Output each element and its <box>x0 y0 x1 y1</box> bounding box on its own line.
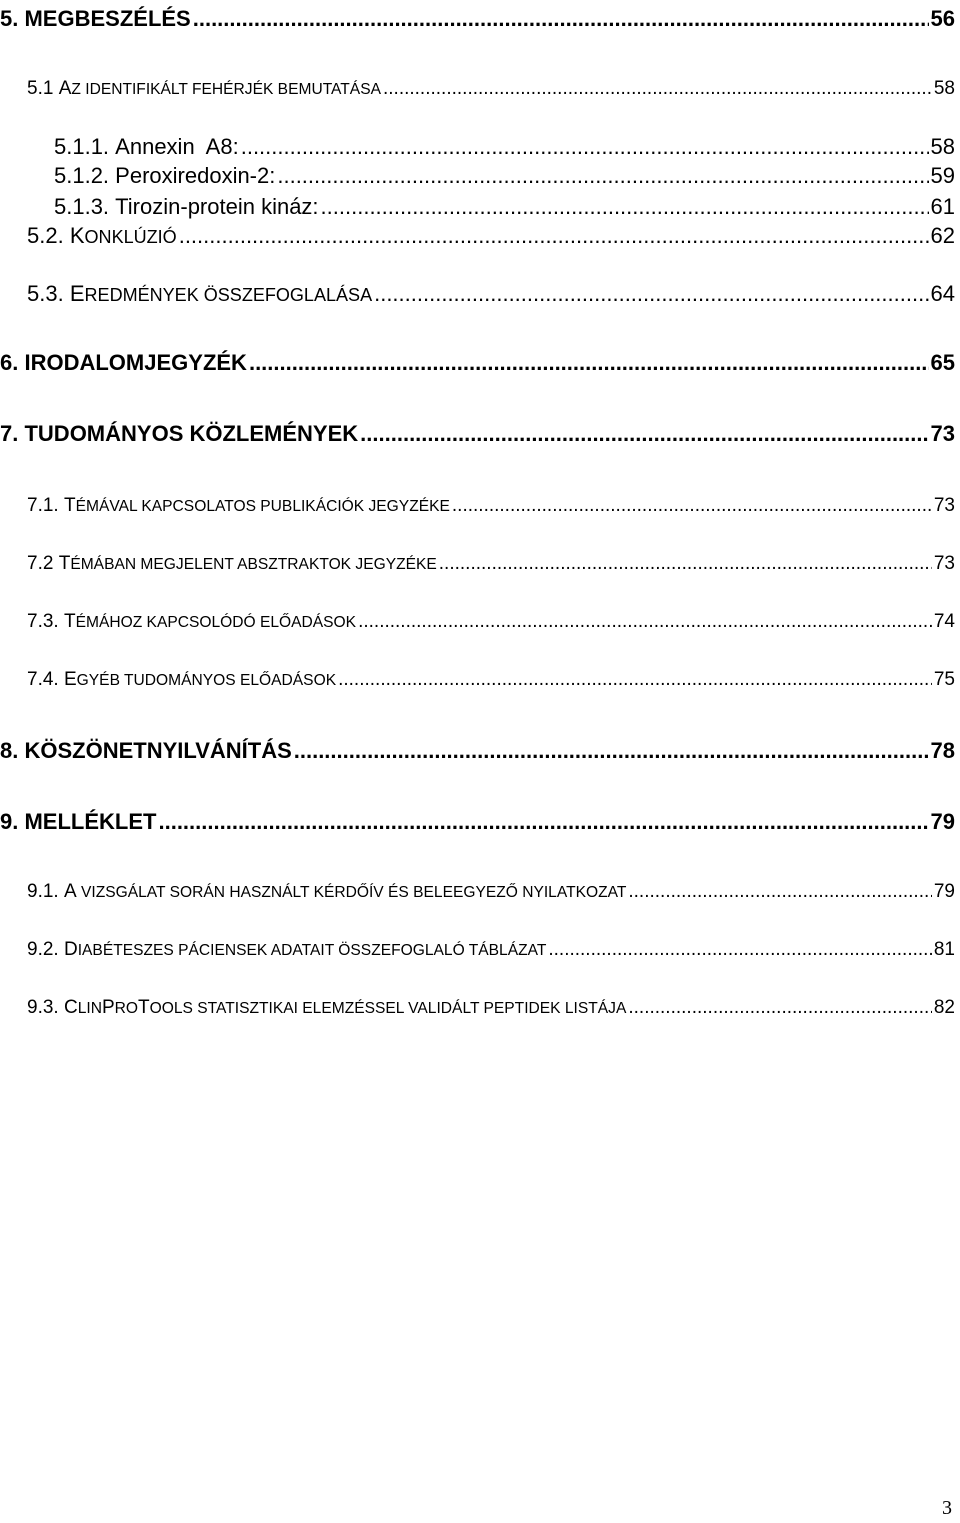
toc-entry-title: Tirozin-protein kináz: <box>115 194 319 219</box>
dot-leader <box>383 79 932 98</box>
toc-entry-number: 7. <box>0 421 19 446</box>
toc-entry-number: 7.1. <box>27 495 59 516</box>
dot-leader <box>360 423 928 445</box>
dot-leader <box>277 165 928 187</box>
toc-entry[interactable] <box>0 8 955 30</box>
dot-leader <box>193 8 929 30</box>
toc-entry[interactable] <box>27 998 955 1017</box>
toc-entry-page: 62 <box>930 223 955 248</box>
toc-entry-number: 7.3. <box>27 611 59 632</box>
toc-entry[interactable] <box>0 811 955 833</box>
toc-entry-page: 73 <box>933 495 955 516</box>
dot-leader <box>158 811 928 833</box>
toc-entry-page: 82 <box>933 997 955 1018</box>
toc-entry-page: 75 <box>933 669 955 690</box>
toc-entry-page: 74 <box>933 611 955 632</box>
toc-entry-page: 64 <box>930 281 955 306</box>
dot-leader <box>321 196 929 218</box>
toc-entry[interactable] <box>27 612 955 631</box>
toc-entry-page: 73 <box>930 421 955 446</box>
toc-entry-title: AZ IDENTIFIKÁLT FEHÉRJÉK BEMUTATÁSA <box>58 78 381 99</box>
toc-entry-title: DIABÉTESZES PÁCIENSEK ADATAIT ÖSSZEFOGLALÓ TÁBLÁZAT <box>63 939 547 960</box>
toc-entry-title: EREDMÉNYEK ÖSSZEFOGLALÁSA <box>69 281 373 306</box>
toc-entry[interactable] <box>0 423 955 445</box>
toc-entry-title: Peroxiredoxin-2: <box>115 163 276 188</box>
toc-entry[interactable] <box>27 496 955 515</box>
dot-leader <box>548 940 932 959</box>
toc-entry-page: 79 <box>930 809 955 834</box>
toc-entry-number: 5.1.1. <box>54 134 110 159</box>
dot-leader <box>452 496 932 515</box>
toc-entry-title: KONKLÚZIÓ <box>69 223 177 248</box>
toc-entry-title: TÉMÁHOZ KAPCSOLÓDÓ ELŐADÁSOK <box>63 611 357 632</box>
toc-entry-page: 79 <box>933 881 955 902</box>
toc-entry-number: 5.2. <box>27 223 64 248</box>
toc-entry[interactable] <box>54 196 955 218</box>
toc-entry-title: TUDOMÁNYOS KÖZLEMÉNYEK <box>24 421 359 446</box>
toc-entry-title: MELLÉKLET <box>24 809 157 834</box>
toc-entry-title: IRODALOMJEGYZÉK <box>24 350 247 375</box>
toc-entry[interactable] <box>27 554 955 573</box>
toc-entry-number: 9.3. <box>27 997 59 1018</box>
toc-entry-page: 56 <box>930 6 955 31</box>
toc-entry-number: 5.1.3. <box>54 194 110 219</box>
toc-entry-title: Annexin A8: <box>115 134 239 159</box>
toc-entry-page: 65 <box>930 350 955 375</box>
toc-entry-number: 6. <box>0 350 19 375</box>
toc-entry[interactable] <box>27 225 955 247</box>
toc-entry-page: 59 <box>930 163 955 188</box>
toc-entry-title: TÉMÁVAL KAPCSOLATOS PUBLIKÁCIÓK JEGYZÉKE <box>63 495 450 516</box>
toc-entry-number: 5. <box>0 6 19 31</box>
toc-entry-title: CLINPROTOOLS STATISZTIKAI ELEMZÉSSEL VALIDÁLT PEPTIDEK LISTÁJA <box>63 997 627 1018</box>
dot-leader <box>358 612 932 631</box>
toc-entry[interactable] <box>0 740 955 762</box>
toc-entry-number: 7.4. <box>27 669 59 690</box>
toc-entry[interactable] <box>54 136 955 158</box>
dot-leader <box>338 670 932 689</box>
dot-leader <box>249 352 929 374</box>
toc-entry-title: A VIZSGÁLAT SORÁN HASZNÁLT KÉRDŐÍV ÉS BELEEGYEZŐ NYILATKOZAT <box>63 881 627 902</box>
dot-leader <box>374 283 928 305</box>
toc-entry-number: 9.2. <box>27 939 59 960</box>
dot-leader <box>628 998 932 1017</box>
toc-entry-number: 9.1. <box>27 881 59 902</box>
toc-entry-page: 73 <box>933 553 955 574</box>
toc-entry-title: EGYÉB TUDOMÁNYOS ELŐADÁSOK <box>63 669 337 690</box>
toc-entry[interactable] <box>27 882 955 901</box>
dot-leader <box>241 136 929 158</box>
toc-entry-number: 7.2 <box>27 553 54 574</box>
toc-entry-page: 81 <box>933 939 955 960</box>
toc-entry[interactable] <box>27 940 955 959</box>
toc-entry-page: 58 <box>930 134 955 159</box>
toc-entry-title: KÖSZÖNETNYILVÁNÍTÁS <box>24 738 292 763</box>
toc-entry-number: 5.1.2. <box>54 163 110 188</box>
dot-leader <box>439 554 932 573</box>
toc-entry-page: 78 <box>930 738 955 763</box>
toc-entry-number: 9. <box>0 809 19 834</box>
toc-entry[interactable] <box>27 670 955 689</box>
toc-entry-number: 5.3. <box>27 281 64 306</box>
toc-entry-title: TÉMÁBAN MEGJELENT ABSZTRAKTOK JEGYZÉKE <box>58 553 437 574</box>
toc-entry[interactable] <box>27 283 955 305</box>
toc-entry-number: 5.1 <box>27 78 54 99</box>
toc-entry[interactable] <box>54 165 955 187</box>
dot-leader <box>179 225 929 247</box>
dot-leader <box>294 740 929 762</box>
toc-entry[interactable] <box>27 79 955 98</box>
toc-entry-title: MEGBESZÉLÉS <box>24 6 191 31</box>
toc-entry-page: 61 <box>930 194 955 219</box>
toc-entry[interactable] <box>0 352 955 374</box>
dot-leader <box>628 882 931 901</box>
page-number: 3 <box>942 1497 952 1519</box>
toc-entry-number: 8. <box>0 738 19 763</box>
toc-entry-page: 58 <box>933 78 955 99</box>
